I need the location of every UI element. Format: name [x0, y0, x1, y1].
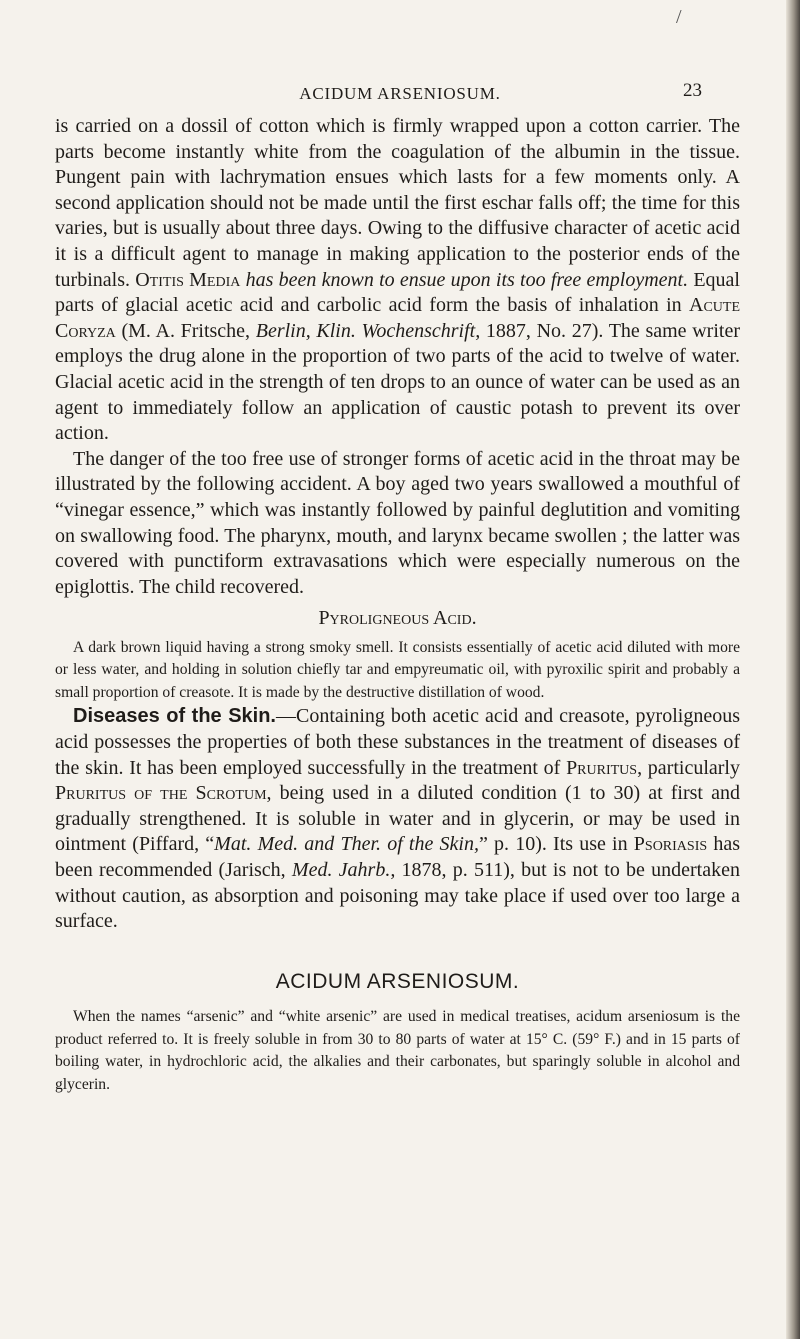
running-head: ACIDUM ARSENIOSUM. — [299, 84, 501, 103]
pyroligneous-description: A dark brown liquid having a strong smoky smell. It consists essentially of acetic acid diluted with more or less water, and holding in solution chiefly tar and empyreumatic oil, with pyroxilic spirit and probably a small proportion of creasote. It is made by the destructive distillation of wood. — [55, 638, 740, 701]
page-number: 23 — [683, 80, 702, 101]
text-run: , being used in a diluted condition (1 to 30) at first and gradually strengthened. It is soluble in water and in glycerin, or may be used in ointment (Piffard, “ — [55, 782, 740, 856]
paragraph-vinegar-accident: The danger of the too free use of stronger forms of acetic acid in the throat may be illustrated by the following accident. A boy aged two years swallowed a mouthful of “vinegar essence,” which was instantly followed by painful deglutition and vomiting on swallowing food. The pharynx, mouth, and larynx became swollen ; the latter was covered with punctiform extravasations which were especially numerous on the epiglottis. The child recovered. — [55, 447, 740, 598]
term-psoriasis: Psoriasis — [633, 833, 708, 856]
paragraph-acetic-acid-continued — [55, 114, 740, 447]
term-pruritus: Pruritus — [566, 756, 638, 779]
paragraph-diseases-of-skin — [55, 704, 740, 934]
text-run: has been recommended (Jarisch, — [55, 833, 740, 881]
italic-run: has been known to ensue upon its too free employment. — [245, 268, 689, 291]
term-pruritus-scroti: Pruritus of the Scrotum — [55, 782, 267, 805]
term-acute-coryza: Acute Coryza — [55, 294, 740, 342]
page-edge-shadow — [786, 0, 800, 1339]
text-run: , particularly — [637, 756, 740, 779]
citation-jarisch: Med. Jahrb., — [291, 858, 396, 881]
citation-journal: Berlin, Klin. Wochenschrift, — [255, 319, 481, 342]
arseniosum-description: When the names “arsenic” and “white arsenic” are used in medical treatises, acidum arseniosum is the product referred to. It is freely soluble in from 30 to 80 parts of water at 15° C. (59° F.) and in 15 parts of boiling water, in hydrochloric acid, the alkalies and their carbonates, but sparingly soluble in alcohol and glycerin. — [55, 1008, 740, 1093]
page-body — [55, 114, 740, 1096]
citation-piffard: Mat. Med. and Ther. of the Skin, — [214, 833, 479, 856]
text-run: (M. A. Fritsche, — [115, 319, 256, 342]
text-run: 1878, p. 511), but is not to be undertaken without caution, as absorption and poisoning may take place if used over too large a surface. — [55, 858, 740, 933]
margin-mark: / — [676, 6, 682, 28]
text-run: 1887, No. 27). The same writer employs the drug alone in the proportion of two parts of the acid to twelve of water. Glacial acetic acid in the strength of ten drops to an ounce of water can be used as an agent to immediately follow an application of caustic potash to prevent its over action. — [55, 319, 740, 445]
text-run: Equal parts of glacial acetic acid and carbolic acid form the basis of inhalation in — [55, 268, 740, 317]
text-run: ” p. 10). Its use in — [478, 833, 634, 856]
text-run: is carried on a dossil of cotton which is firmly wrapped upon a cotton carrier. The parts become instantly white from the coagulation of the albumin in the tissue. Pungent pain with lachrymation ensues which lasts for a few moments only. A second application should not be made until the first eschar falls off; the time for this varies, but is usually about three days. Owing to the diffusive character of acetic acid it is a difficult agent to manage in making application to the posterior ends of the turbinals. — [55, 115, 740, 291]
term-otitis-media: Otitis Media — [135, 268, 241, 291]
heading-acidum-arseniosum: ACIDUM ARSENIOSUM. — [275, 969, 520, 993]
text-run: —Containing both acetic acid and creasote, pyroligneous acid possesses the properties of both these substances in the treatment of diseases of the skin. It has been employed successfully in the treatment of — [55, 705, 740, 779]
heading-diseases-of-skin: Diseases of the Skin. — [73, 705, 276, 728]
heading-pyroligneous-acid: Pyroligneous Acid. — [318, 607, 477, 630]
